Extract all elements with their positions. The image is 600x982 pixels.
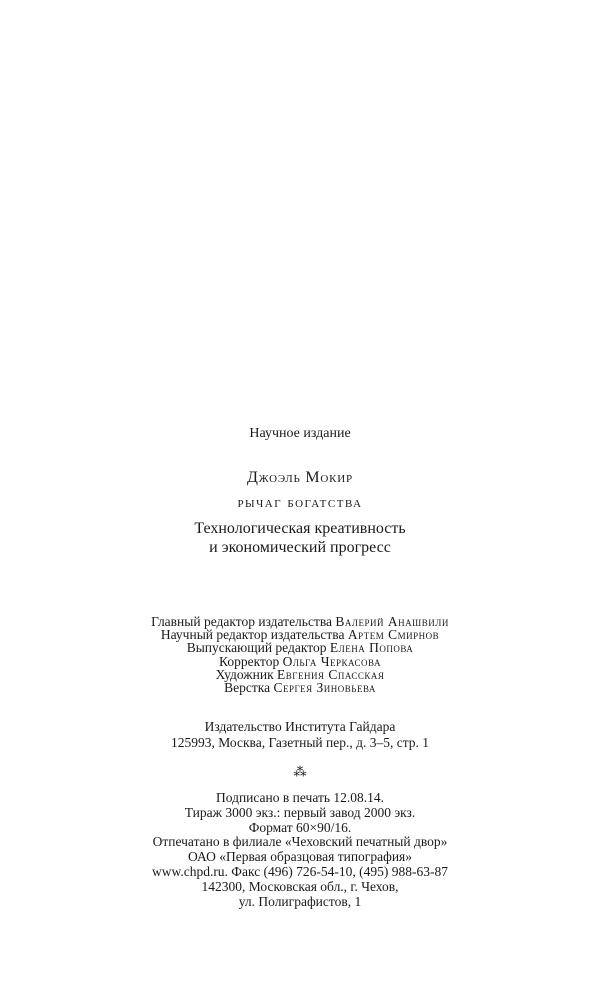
credit-name: Валерий Анашвили <box>335 614 449 629</box>
credit-name: Елена Попова <box>329 640 414 656</box>
credit-name: Ольга Черкасова <box>282 653 381 669</box>
imprint-line: Формат 60×90/16. <box>248 819 352 835</box>
imprint-line: ул. Полиграфистов, 1 <box>238 893 362 909</box>
ornament-icon: ⁂ <box>293 764 307 779</box>
credits-list <box>0 615 600 694</box>
imprint-line: 142300, Московская обл., г. Чехов, <box>201 878 399 894</box>
publisher-address: 125993, Москва, Газетный пер., д. 3–5, стр. 1 <box>170 735 430 750</box>
credit-name: Сергея Зиновьева <box>273 680 376 696</box>
credit-name: Артем Смирнов <box>347 627 440 643</box>
publisher-name: Издательство Института Гайдара <box>204 719 396 734</box>
book-subtitle <box>0 519 600 557</box>
credit-line <box>0 681 600 694</box>
publisher-info <box>0 719 600 751</box>
credit-role: Корректор <box>219 653 280 669</box>
subtitle-line: Технологическая креативность <box>194 520 406 537</box>
credit-role: Художник <box>215 666 274 682</box>
imprint-line: www.chpd.ru. Факс (496) 726-54-10, (495) 988-63-87 <box>151 863 449 879</box>
imprint-line: Тираж 3000 экз.: первый завод 2000 экз. <box>184 804 416 820</box>
subtitle-line: и экономический прогресс <box>209 539 391 556</box>
author-name: Джоэль Мокир <box>247 469 353 486</box>
imprint-line: Подписано в печать 12.08.14. <box>215 790 385 805</box>
credit-name: Евгения Спасская <box>277 666 385 682</box>
credit-role: Главный редактор издательства <box>151 614 333 629</box>
book-title: рычаг богатства <box>237 495 363 511</box>
imprint-line: ОАО «Первая образцовая типография» <box>187 849 413 865</box>
imprint-line: Отпечатано в филиале «Чеховский печатный двор» <box>152 834 448 850</box>
credit-role: Научный редактор издательства <box>160 627 345 643</box>
edition-type: Научное издание <box>249 426 351 441</box>
imprint-info <box>0 791 600 909</box>
credit-role: Верстка <box>224 680 271 696</box>
credit-role: Выпускающий редактор <box>186 640 327 656</box>
